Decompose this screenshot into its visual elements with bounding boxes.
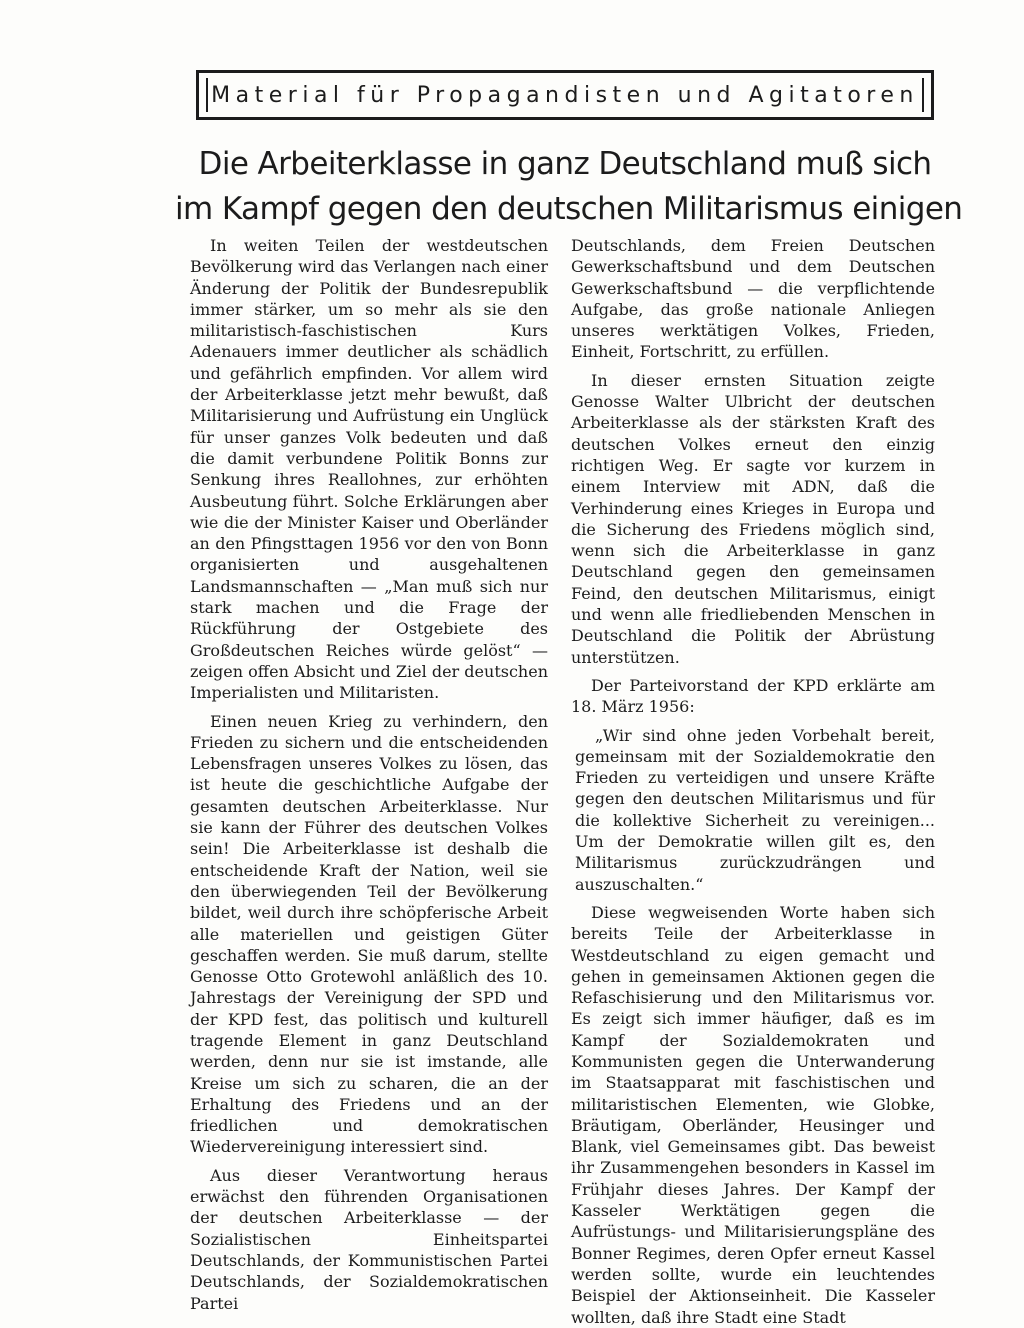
section-banner (196, 70, 934, 120)
title-line-1: Die Arbeiterklasse in ganz Deutschland muß sich (198, 146, 932, 182)
paragraph: Der Parteivorstand der KPD erklärte am 18. März 1956: (571, 675, 935, 717)
paragraph: Einen neuen Krieg zu verhindern, den Frieden zu sichern und die entscheidenden Lebensfragen unseres Volkes zu lösen, das ist heute die geschichtliche Aufgabe der gesamten deutschen Arbeiterklasse. Nur sie kann der Führer des deutschen Volkes sein! Die Arbeiterklasse ist deshalb die entscheidende Kraft der Nation, weil sie den überwiegenden Teil der Bevölkerung bildet, weil durch ihre schöpferische Arbeit alle materiellen und geistigen Güter geschaffen werden. Sie muß darum, stellte Genosse Otto Grotewohl anläßlich des 10. Jahrestags der Vereinigung der SPD und der KPD fest, das politisch und kulturell tragende Element in ganz Deutschland werden, denn nur sie ist imstande, alle Kreise um sich zu scharen, die an der Erhaltung des Friedens und an der friedlichen und demokratischen Wiedervereinigung interessiert sind. (190, 711, 548, 1157)
quote-paragraph: „Wir sind ohne jeden Vorbehalt bereit, gemeinsam mit der Sozialdemokratie den Frieden zu verteidigen und unsere Kräfte gegen den deutschen Militarismus und für die kollektive Sicherheit zu vereinigen... Um der Demokratie willen gilt es, den Militarismus zurückzudrängen und auszuschalten.“ (575, 725, 935, 894)
article-title (175, 142, 963, 232)
paragraph: Aus dieser Verantwortung heraus erwächst den führenden Organisationen der deutschen Arbeiterklasse — der Sozialistischen Einheitspartei Deutschlands, der Kommunistischen Partei Deutschlands, der Sozialdemokratischen Partei (190, 1165, 548, 1313)
left-column (190, 235, 548, 1314)
paragraph: Deutschlands, dem Freien Deutschen Gewerkschaftsbund und dem Deutschen Gewerkschaftsbund — die verpflichtende Aufgabe, das große nationale Anliegen unseres werktätigen Volkes, Frieden, Einheit, Fortschritt, zu erfüllen. (571, 236, 935, 362)
right-column (571, 235, 935, 1328)
paragraph: Diese wegweisenden Worte haben sich bereits Teile der Arbeiterklasse in Westdeutschland zu eigen gemacht und gehen in gemeinsamen Aktionen gegen die Refaschisierung und den Militarismus vor. Es zeigt sich immer häufiger, daß es im Kampf der Sozialdemokraten und Kommunisten gegen die Unterwanderung im Staatsapparat mit faschistischen und militaristischen Elementen, wie Globke, Bräutigam, Oberländer, Heusinger und Blank, viel Gemeinsames gibt. Das beweist ihr Zusammengehen besonders in Kassel im Frühjahr dieses Jahres. Der Kampf der Kasseler Werktätigen gegen die Aufrüstungs- und Militarisierungspläne des Bonner Regimes, deren Opfer erneut Kassel werden sollte, wurde ein leuchtendes Beispiel der Aktionseinheit. Die Kasseler wollten, daß ihre Stadt eine Stadt (571, 902, 935, 1327)
title-line-2: im Kampf gegen den deutschen Militarismus einigen (175, 191, 963, 227)
paragraph: In dieser ernsten Situation zeigte Genosse Walter Ulbricht der deutschen Arbeiterklasse als der stärksten Kraft des deutschen Volkes erneut den einzig richtigen Weg. Er sagte vor kurzem in einem Interview mit ADN, daß die Verhinderung eines Krieges in Europa und die Sicherung des Friedens möglich sind, wenn sich die Arbeiterklasse in ganz Deutschland gegen den gemeinsamen Feind, den deutschen Militarismus, einigt und wenn alle friedliebenden Menschen in Deutschland die Politik der Abrüstung unterstützen. (571, 370, 935, 667)
paragraph: In weiten Teilen der westdeutschen Bevölkerung wird das Verlangen nach einer Änderung der Politik der Bundesrepublik immer stärker, um so mehr als sie den militaristisch-faschistischen Kurs Adenauers immer deutlicher als schädlich und gefährlich empfinden. Vor allem wird der Arbeiterklasse jetzt mehr bewußt, daß Militarisierung und Aufrüstung ein Unglück für unser ganzes Volk bedeuten und daß die damit verbundene Politik Bonns zur Senkung ihres Reallohnes, zur erhöhten Ausbeutung führt. Solche Erklärungen aber wie die der Minister Kaiser und Oberländer an den Pfingsttagen 1956 vor den von Bonn organisierten und ausgehaltenen Landsmannschaften — „Man muß sich nur stark machen und die Frage der Rückführung der Ostgebiete des Großdeutschen Reiches würde gelöst“ — zeigen offen Absicht und Ziel der deutschen Imperialisten und Militaristen. (190, 236, 548, 703)
banner-label: Material für Propagandisten und Agitatoren (206, 78, 924, 112)
